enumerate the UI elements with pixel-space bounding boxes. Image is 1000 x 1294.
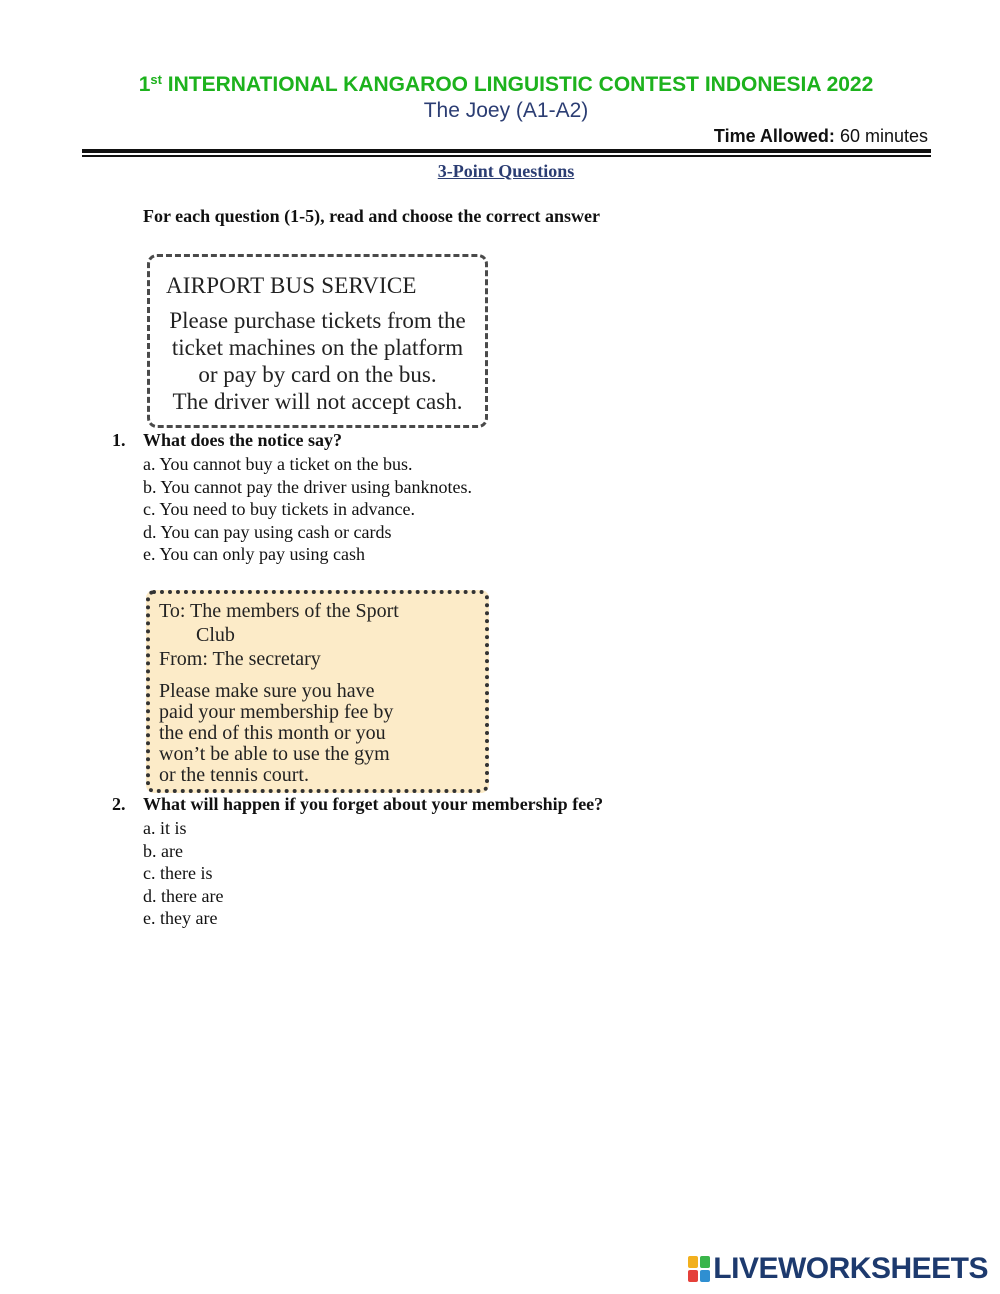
- option-d[interactable]: d. there are: [143, 885, 224, 906]
- option-c[interactable]: c. You need to buy tickets in advance.: [143, 499, 415, 520]
- question-text: What will happen if you forget about your membership fee?: [143, 794, 604, 814]
- question-number: 1.: [112, 430, 126, 450]
- option-b[interactable]: b. You cannot pay the driver using banknotes.: [143, 476, 472, 497]
- logo-square: [700, 1256, 710, 1268]
- title-ordinal: 1: [138, 73, 151, 96]
- option-d[interactable]: d. You can pay using cash or cards: [143, 521, 392, 542]
- option-e[interactable]: e. You can only pay using cash: [143, 544, 365, 565]
- notice-body-line: Please make sure you have: [159, 680, 375, 702]
- notice-airport-bus: [147, 254, 488, 428]
- option-a[interactable]: a. it is: [143, 818, 187, 838]
- notice-heading: AIRPORT BUS SERVICE: [166, 273, 417, 298]
- section-title: 3-Point Questions: [437, 161, 575, 181]
- time-allowed: [714, 126, 928, 147]
- header-divider-thin: [82, 155, 931, 157]
- notice-to: To: The members of the Sport: [159, 600, 399, 622]
- time-value: 60 minutes: [834, 126, 928, 146]
- answer-options: [143, 817, 223, 930]
- notice-line: or pay by card on the bus.: [198, 362, 437, 387]
- logo-text: LIVEWORKSHEETS: [713, 1252, 988, 1285]
- question-number: 2.: [112, 794, 126, 814]
- logo-square: [688, 1270, 698, 1282]
- notice-to-continued: Club: [196, 624, 235, 646]
- notice-body-line: paid your membership fee by: [159, 701, 394, 723]
- notice-sport-club: [146, 590, 489, 793]
- time-label: Time Allowed:: [713, 126, 835, 146]
- notice-body-line: won’t be able to use the gym: [159, 743, 390, 765]
- contest-title: [0, 72, 1000, 97]
- question-text: What does the notice say?: [143, 430, 342, 450]
- liveworksheets-logo[interactable]: [688, 1252, 988, 1286]
- notice-from: From: The secretary: [159, 648, 321, 670]
- notice-line: ticket machines on the platform: [171, 335, 464, 360]
- instruction-text: For each question (1-5), read and choose the correct answer: [143, 206, 600, 226]
- notice-body-line: or the tennis court.: [159, 764, 309, 786]
- level-subtitle: The Joey (A1-A2): [423, 99, 589, 122]
- option-a[interactable]: a. You cannot buy a ticket on the bus.: [143, 454, 413, 474]
- logo-square: [688, 1256, 698, 1268]
- option-e[interactable]: e. they are: [143, 908, 218, 929]
- option-b[interactable]: b. are: [143, 840, 183, 861]
- notice-line: The driver will not accept cash.: [172, 389, 463, 414]
- liveworksheets-logo-icon: [688, 1256, 710, 1282]
- notice-line: Please purchase tickets from the: [169, 308, 466, 333]
- answer-options: [143, 453, 472, 566]
- notice-body: [150, 307, 485, 415]
- header-divider-thick: [82, 149, 931, 153]
- logo-square: [700, 1270, 710, 1282]
- option-c[interactable]: c. there is: [143, 863, 213, 884]
- notice-body-line: the end of this month or you: [159, 722, 386, 744]
- title-ordinal-suffix: st: [150, 72, 162, 87]
- title-text: INTERNATIONAL KANGAROO LINGUISTIC CONTEST INDONESIA 2022: [161, 73, 874, 96]
